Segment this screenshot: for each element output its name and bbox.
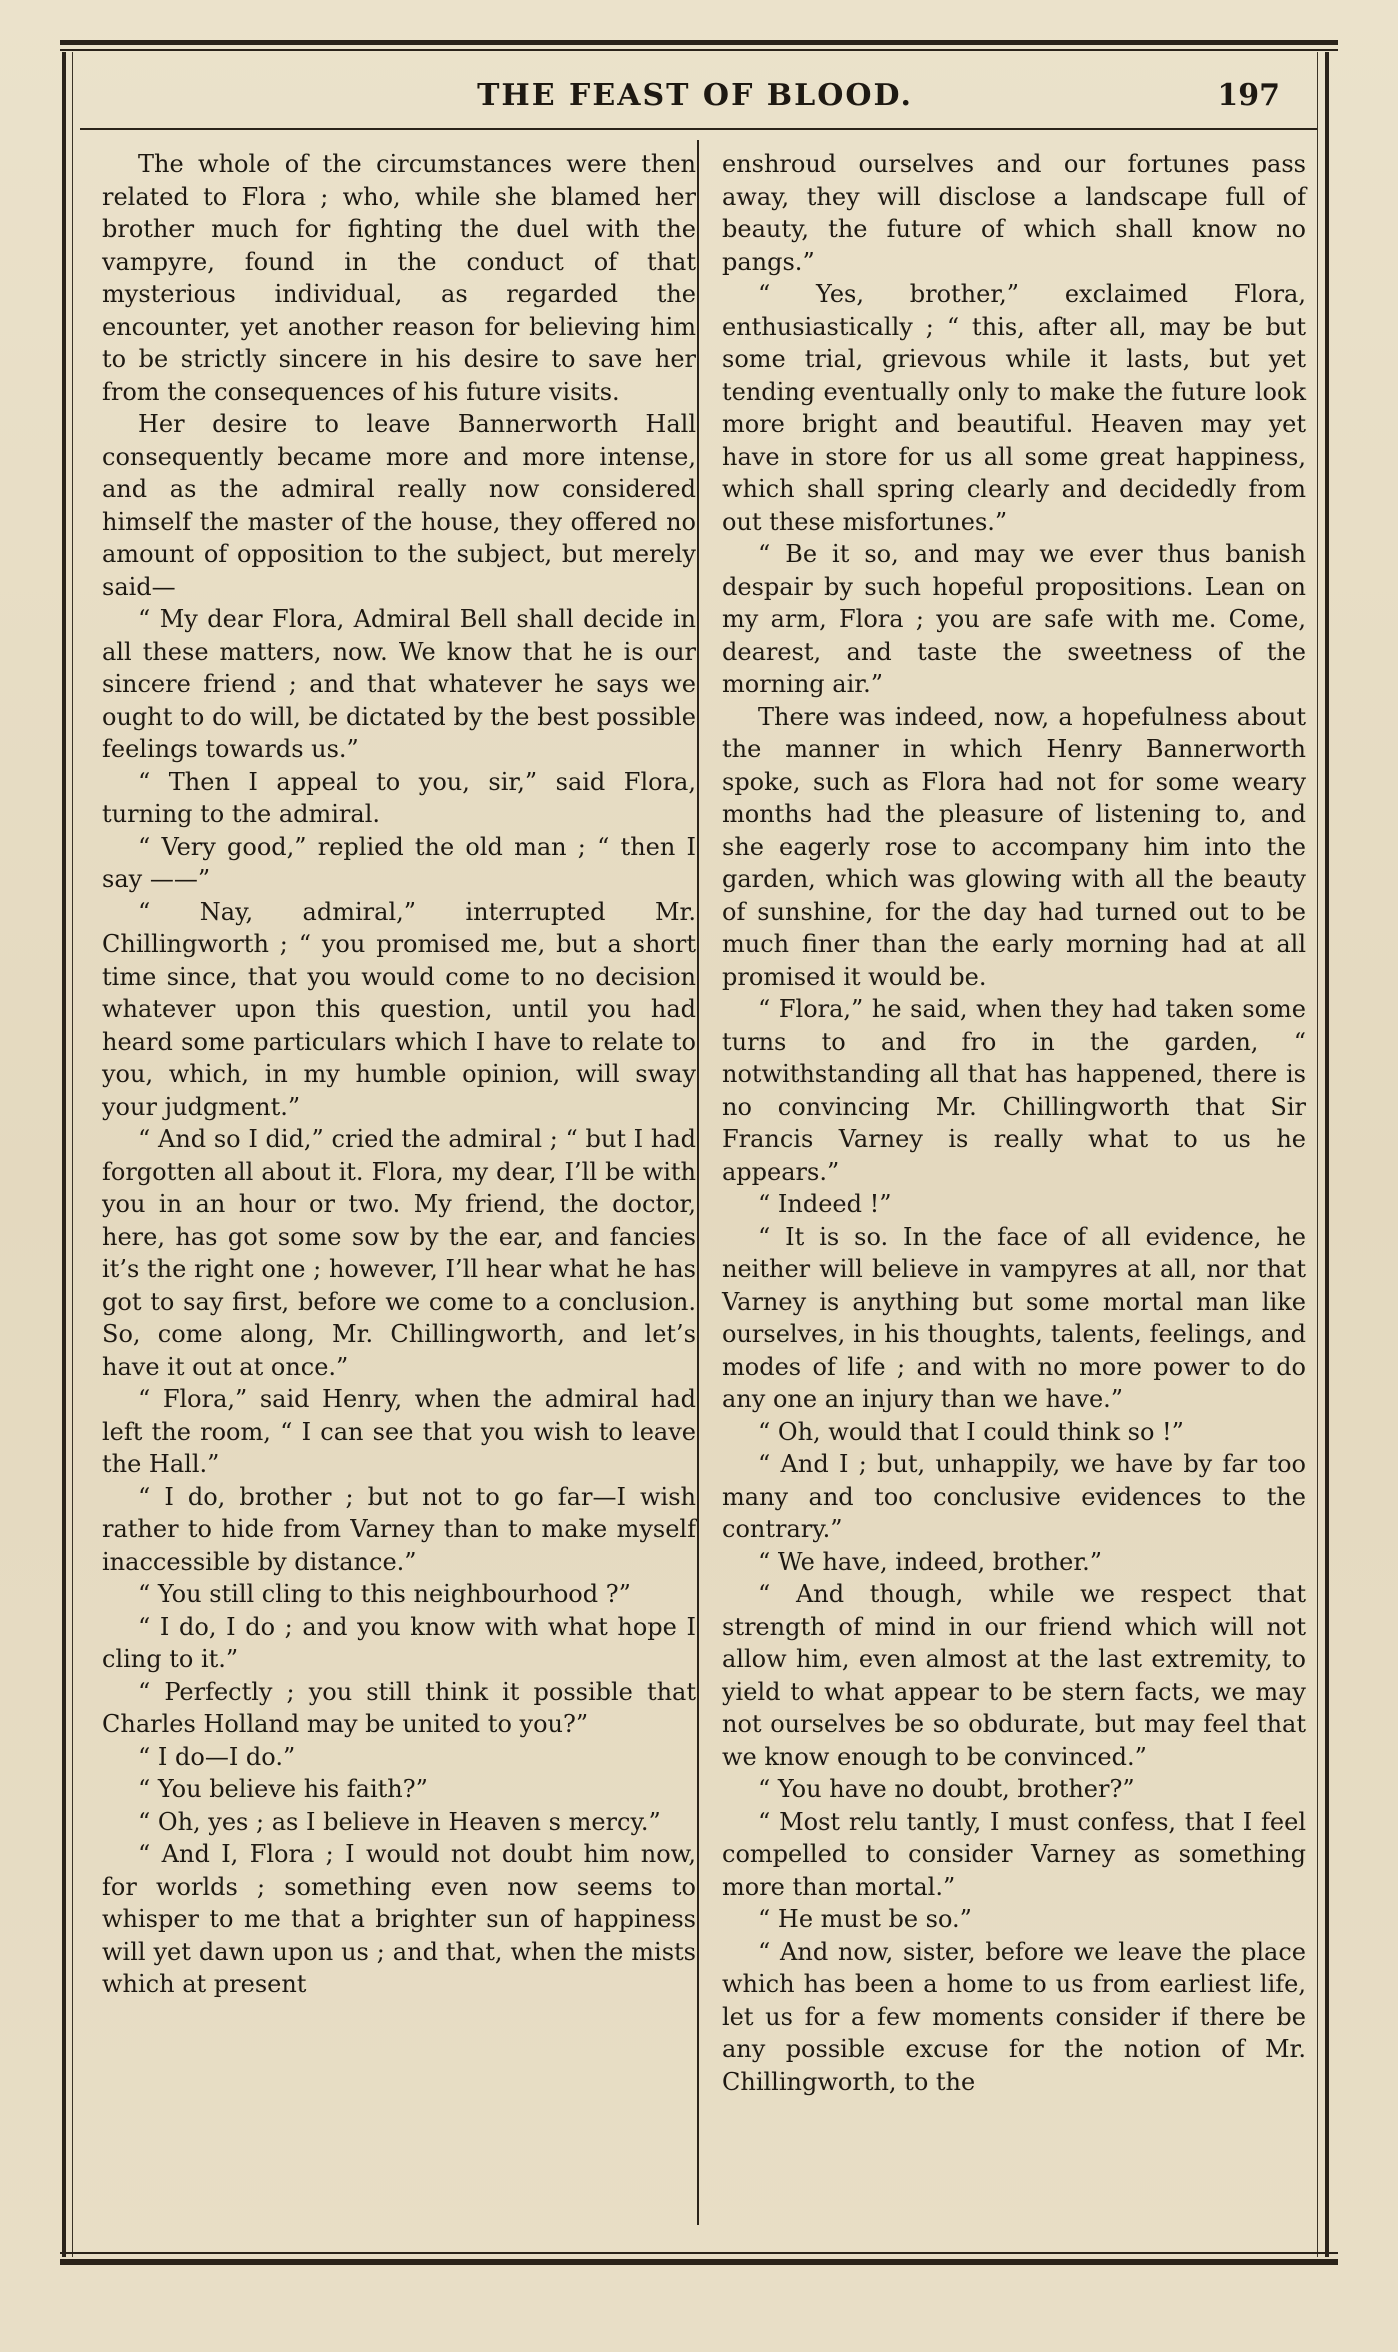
paragraph: “ And so I did,” cried the admiral ; “ but I had forgotten all about it. Flora, my dear, I’ll be with you in an hour or two. My friend, the doctor, here, has got some sow by the ear, and fancies it’s the right one ; however, I’ll hear what he has got to say first, before we come to a conclusion. So, come along, Mr. Chillingworth, and let’s have it out at once.”: [102, 1125, 696, 1381]
running-header: [80, 78, 1310, 126]
paragraph: “ I do, brother ; but not to go far—I wish rather to hide from Varney than to make myself inaccessible by distance.”: [102, 1482, 696, 1576]
column-divider-rule: [697, 140, 699, 2225]
right-border-rule: [1325, 52, 1329, 2257]
left-border-rule: [62, 52, 66, 2257]
paragraph: “ My dear Flora, Admiral Bell shall decide in all these matters, now. We know that he is our sincere friend ; and that whatever he says we ought to do will, be dictated by the best possible feelings towards us.”: [102, 605, 696, 763]
top-border-thin-rule: [60, 49, 1338, 51]
left-column: [102, 148, 696, 2001]
paragraph: “ Nay, admiral,” interrupted Mr. Chillingworth ; “ you promised me, but a short time since, that you would come to no decision whatever upon this question, until you had heard some particulars which I have to relate to you, which, in my humble opinion, will sway your judgment.”: [102, 897, 696, 1121]
paragraph: “ We have, indeed, brother.”: [758, 1547, 1103, 1576]
paragraph: “ And I ; but, unhappily, we have by far too many and too conclusive evidences to the contrary.”: [722, 1450, 1306, 1543]
page-number: 197: [1217, 78, 1280, 113]
paragraph: “ You believe his faith?”: [138, 1775, 428, 1803]
paragraph: “ Very good,” replied the old man ; “ then I say ——”: [102, 832, 696, 893]
left-inner-rule: [72, 52, 73, 2257]
paragraph: “ Indeed !”: [758, 1190, 892, 1218]
paragraph: “ Most relu tantly, I must confess, that I feel compelled to consider Varney as something more than mortal.”: [722, 1807, 1306, 1901]
paragraph: “ And now, sister, before we leave the place which has been a home to us from earliest life, let us for a few moments consider if there be any possible excuse for the notion of Mr. Chillingworth, to the: [722, 1937, 1306, 2096]
paragraph: “ Oh, would that I could think so !”: [758, 1417, 1184, 1446]
running-title: THE FEAST OF BLOOD.: [477, 78, 913, 113]
paragraph: “ It is so. In the face of all evidence, he neither will believe in vampyres at all, nor that Varney is anything but some mortal man like ourselves, in his thoughts, talents, feelings, and modes of life ; and with no more power to do any one an injury than we have.”: [722, 1222, 1306, 1413]
paragraph: “ And though, while we respect that strength of mind in our friend which will not allow him, even almost at the last extremity, to yield to what appear to be stern facts, we may not ourselves be so obdurate, but may feel that we know enough to be convinced.”: [722, 1580, 1306, 1771]
paragraph: “ I do, I do ; and you know with what hope I cling to it.”: [102, 1612, 696, 1673]
paragraph: “ Flora,” said Henry, when the admiral had left the room, “ I can see that you wish to leave the Hall.”: [102, 1385, 696, 1478]
paragraph: “ You have no doubt, brother?”: [758, 1775, 1135, 1803]
right-inner-rule: [1317, 52, 1318, 2257]
paragraph: “ Oh, yes ; as I believe in Heaven s mercy.”: [138, 1807, 661, 1836]
bottom-border-thin-rule: [60, 2252, 1338, 2254]
paragraph: “ Perfectly ; you still think it possible that Charles Holland may be united to you?”: [102, 1677, 696, 1738]
paragraph: Her desire to leave Bannerworth Hall consequently became more and more intense, and as the admiral really now considered himself the master of the house, they offered no amount of opposition to the subject, but merely said—: [102, 410, 696, 601]
paragraph: “ Yes, brother,” exclaimed Flora, enthusiastically ; “ this, after all, may be but some trial, grievous while it lasts, but yet tending eventually only to make the future look more bright and beautiful. Heaven may yet have in store for us all some great happiness, which shall spring clearly and decidedly from out these misfortunes.”: [722, 280, 1306, 536]
paragraph: “ Be it so, and may we ever thus banish despair by such hopeful propositions. Lean on my arm, Flora ; you are safe with me. Come, dearest, and taste the sweetness of the morning air.”: [722, 540, 1306, 698]
paragraph: “ Then I appeal to you, sir,” said Flora, turning to the admiral.: [102, 767, 696, 828]
paragraph: “ And I, Flora ; I would not doubt him now, for worlds ; something even now seems to whisper to me that a brighter sun of happiness will yet dawn upon us ; and that, when the mists which at present: [102, 1840, 696, 1998]
paragraph: “ I do—I do.”: [138, 1742, 296, 1771]
paragraph: “ He must be so.”: [758, 1905, 972, 1933]
top-border-rule: [60, 40, 1338, 45]
right-column: [722, 148, 1306, 2098]
paragraph: The whole of the circumstances were then related to Flora ; who, while she blamed her brother much for fighting the duel with the vampyre, found in the conduct of that mysterious individual, as regarded the encounter, yet another reason for believing him to be strictly sincere in his desire to save her from the consequences of his future visits.: [102, 150, 696, 406]
paragraph: “ You still cling to this neighbourhood ?”: [138, 1580, 631, 1608]
paragraph-continued: enshroud ourselves and our fortunes pass away, they will disclose a landscape full of beauty, the future of which shall know no pangs.”: [722, 150, 1306, 276]
bottom-border-rule: [60, 2259, 1338, 2265]
paragraph: There was indeed, now, a hopefulness about the manner in which Henry Bannerworth spoke, such as Flora had not for some weary months had the pleasure of listening to, and she eagerly rose to accompany him into the garden, which was glowing with all the beauty of sunshine, for the day had turned out to be much finer than the early morning had at all promised it would be.: [722, 702, 1306, 991]
header-rule: [80, 128, 1317, 130]
paragraph: “ Flora,” he said, when they had taken some turns to and fro in the garden, “ notwithstanding all that has happened, there is no convincing Mr. Chillingworth that Sir Francis Varney is really what to us he appears.”: [722, 995, 1306, 1186]
